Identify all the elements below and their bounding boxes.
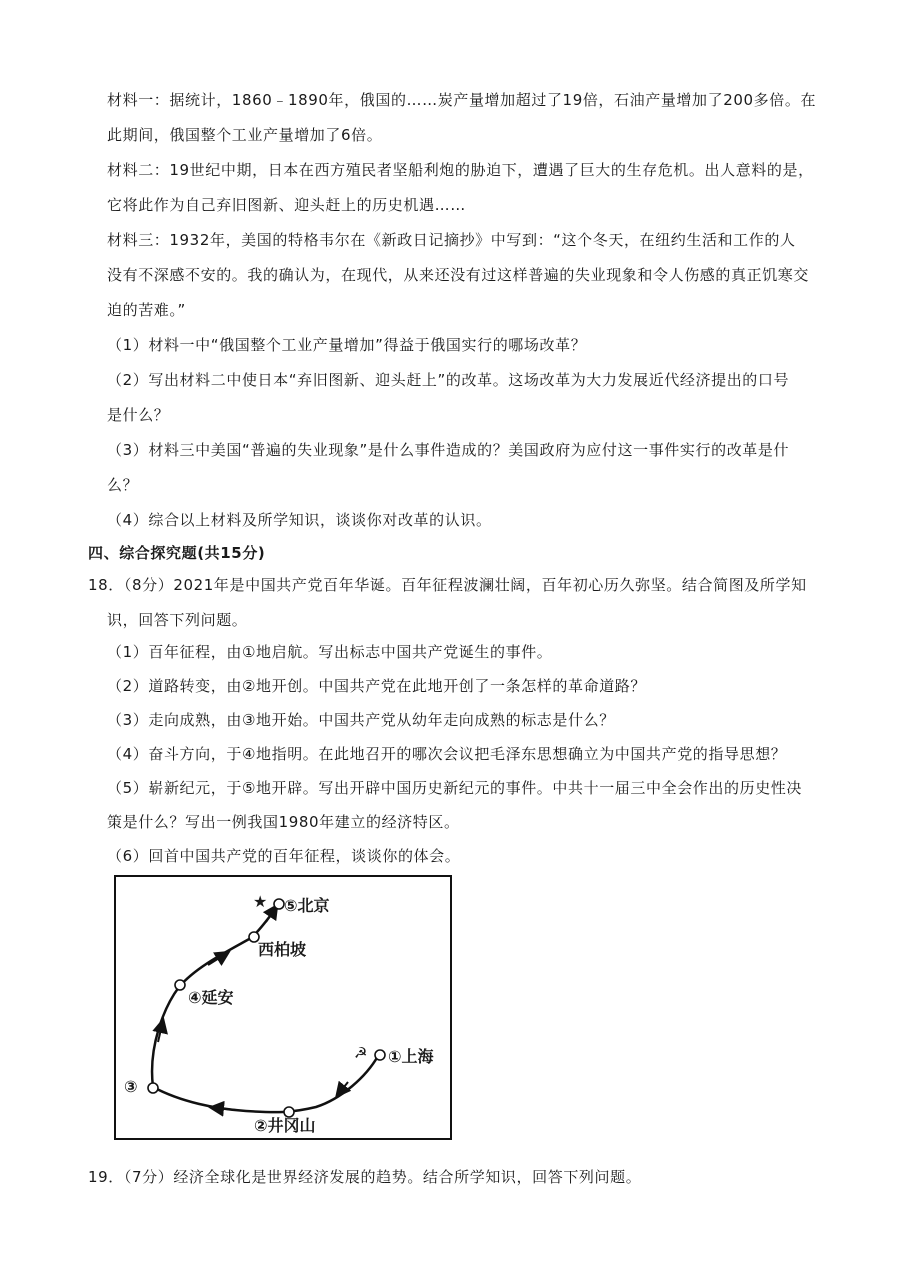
star-icon: ★ [253,892,268,911]
map-label-shanghai: ①上海 [388,1047,434,1066]
text-line: 此期间，俄国整个工业产量增加了6倍。 [107,126,383,144]
text-line: 是什么？ [107,406,170,424]
text-line: （1）材料一中“俄国整个工业产量增加”得益于俄国实行的哪场改革？ [107,336,587,354]
text-line: 材料一：据统计，1860﹣1890年，俄国的……炭产量增加超过了19倍，石油产量增加了200多倍。在 [107,91,817,109]
node-beijing [274,899,284,909]
text-line: 么？ [107,476,139,494]
map-label-jinggangshan: ②井冈山 [254,1116,316,1135]
text-line: （4）奋斗方向，于④地指明。在此地召开的哪次会议把毛泽东思想确立为中国共产党的指导思想？ [107,745,787,763]
text-line: 材料二：19世纪中期，日本在西方殖民者坚船利炮的胁迫下，遭遇了巨大的生存危机。出人意料的是， [107,161,814,179]
node-three [148,1083,158,1093]
node-shanghai [375,1050,385,1060]
text-line: （1）百年征程，由①地启航。写出标志中国共产党诞生的事件。 [107,643,553,661]
route-arrow [266,910,274,922]
text-line: 迫的苦难。” [107,301,186,319]
text-line: 材料三：1932年，美国的特格韦尔在《新政日记摘抄》中写到：“这个冬天，在纽约生活和工作的人 [107,231,796,249]
text-line: 识，回答下列问题。 [107,611,248,629]
text-line: （6）回首中国共产党的百年征程，谈谈你的体会。 [107,847,461,865]
map-label-beijing: ⑤北京 [284,896,330,915]
text-line: （3）材料三中美国“普遍的失业现象”是什么事件造成的？美国政府为应付这一事件实行的改革是什 [107,441,790,459]
text-line: 18．（8分）2021年是中国共产党百年华诞。百年征程波澜壮阔，百年初心历久弥坚。结合简图及所学知 [88,576,807,594]
text-line: （5）崭新纪元，于⑤地开辟。写出开辟中国历史新纪元的事件。中共十一届三中全会作出的历史性决 [107,779,802,797]
text-line: 它将此作为自己弃旧图新、迎头赶上的历史机遇…… [107,196,466,214]
text-line: （4）综合以上材料及所学知识，谈谈你对改革的认识。 [107,511,492,529]
map-label-yanan: ④延安 [188,988,234,1007]
party-emblem-icon: ☭ [354,1044,368,1062]
text-line: （2）道路转变，由②地开创。中国共产党在此地开创了一条怎样的革命道路？ [107,677,646,695]
section-heading: 四、综合探究题(共15分) [88,544,266,562]
map-label-three: ③ [124,1077,138,1096]
text-line: （3）走向成熟，由③地开始。中国共产党从幼年走向成熟的标志是什么？ [107,711,615,729]
route-map-drawing [116,877,454,1142]
text-line: 19．（7分）经济全球化是世界经济发展的趋势。结合所学知识，回答下列问题。 [88,1168,642,1186]
node-yanan [175,980,185,990]
text-line: （2）写出材料二中使日本“弃旧图新、迎头赶上”的改革。这场改革为大力发展近代经济提出的口号 [107,371,790,389]
text-line: 没有不深感不安的。我的确认为，在现代，从来还没有过这样普遍的失业现象和令人伤感的真正饥寒交 [107,266,810,284]
map-label-xibaipo: 西柏坡 [258,940,307,959]
text-line: 策是什么？写出一例我国1980年建立的经济特区。 [107,813,460,831]
route-arrow [216,1108,236,1110]
route-map [114,875,452,1140]
